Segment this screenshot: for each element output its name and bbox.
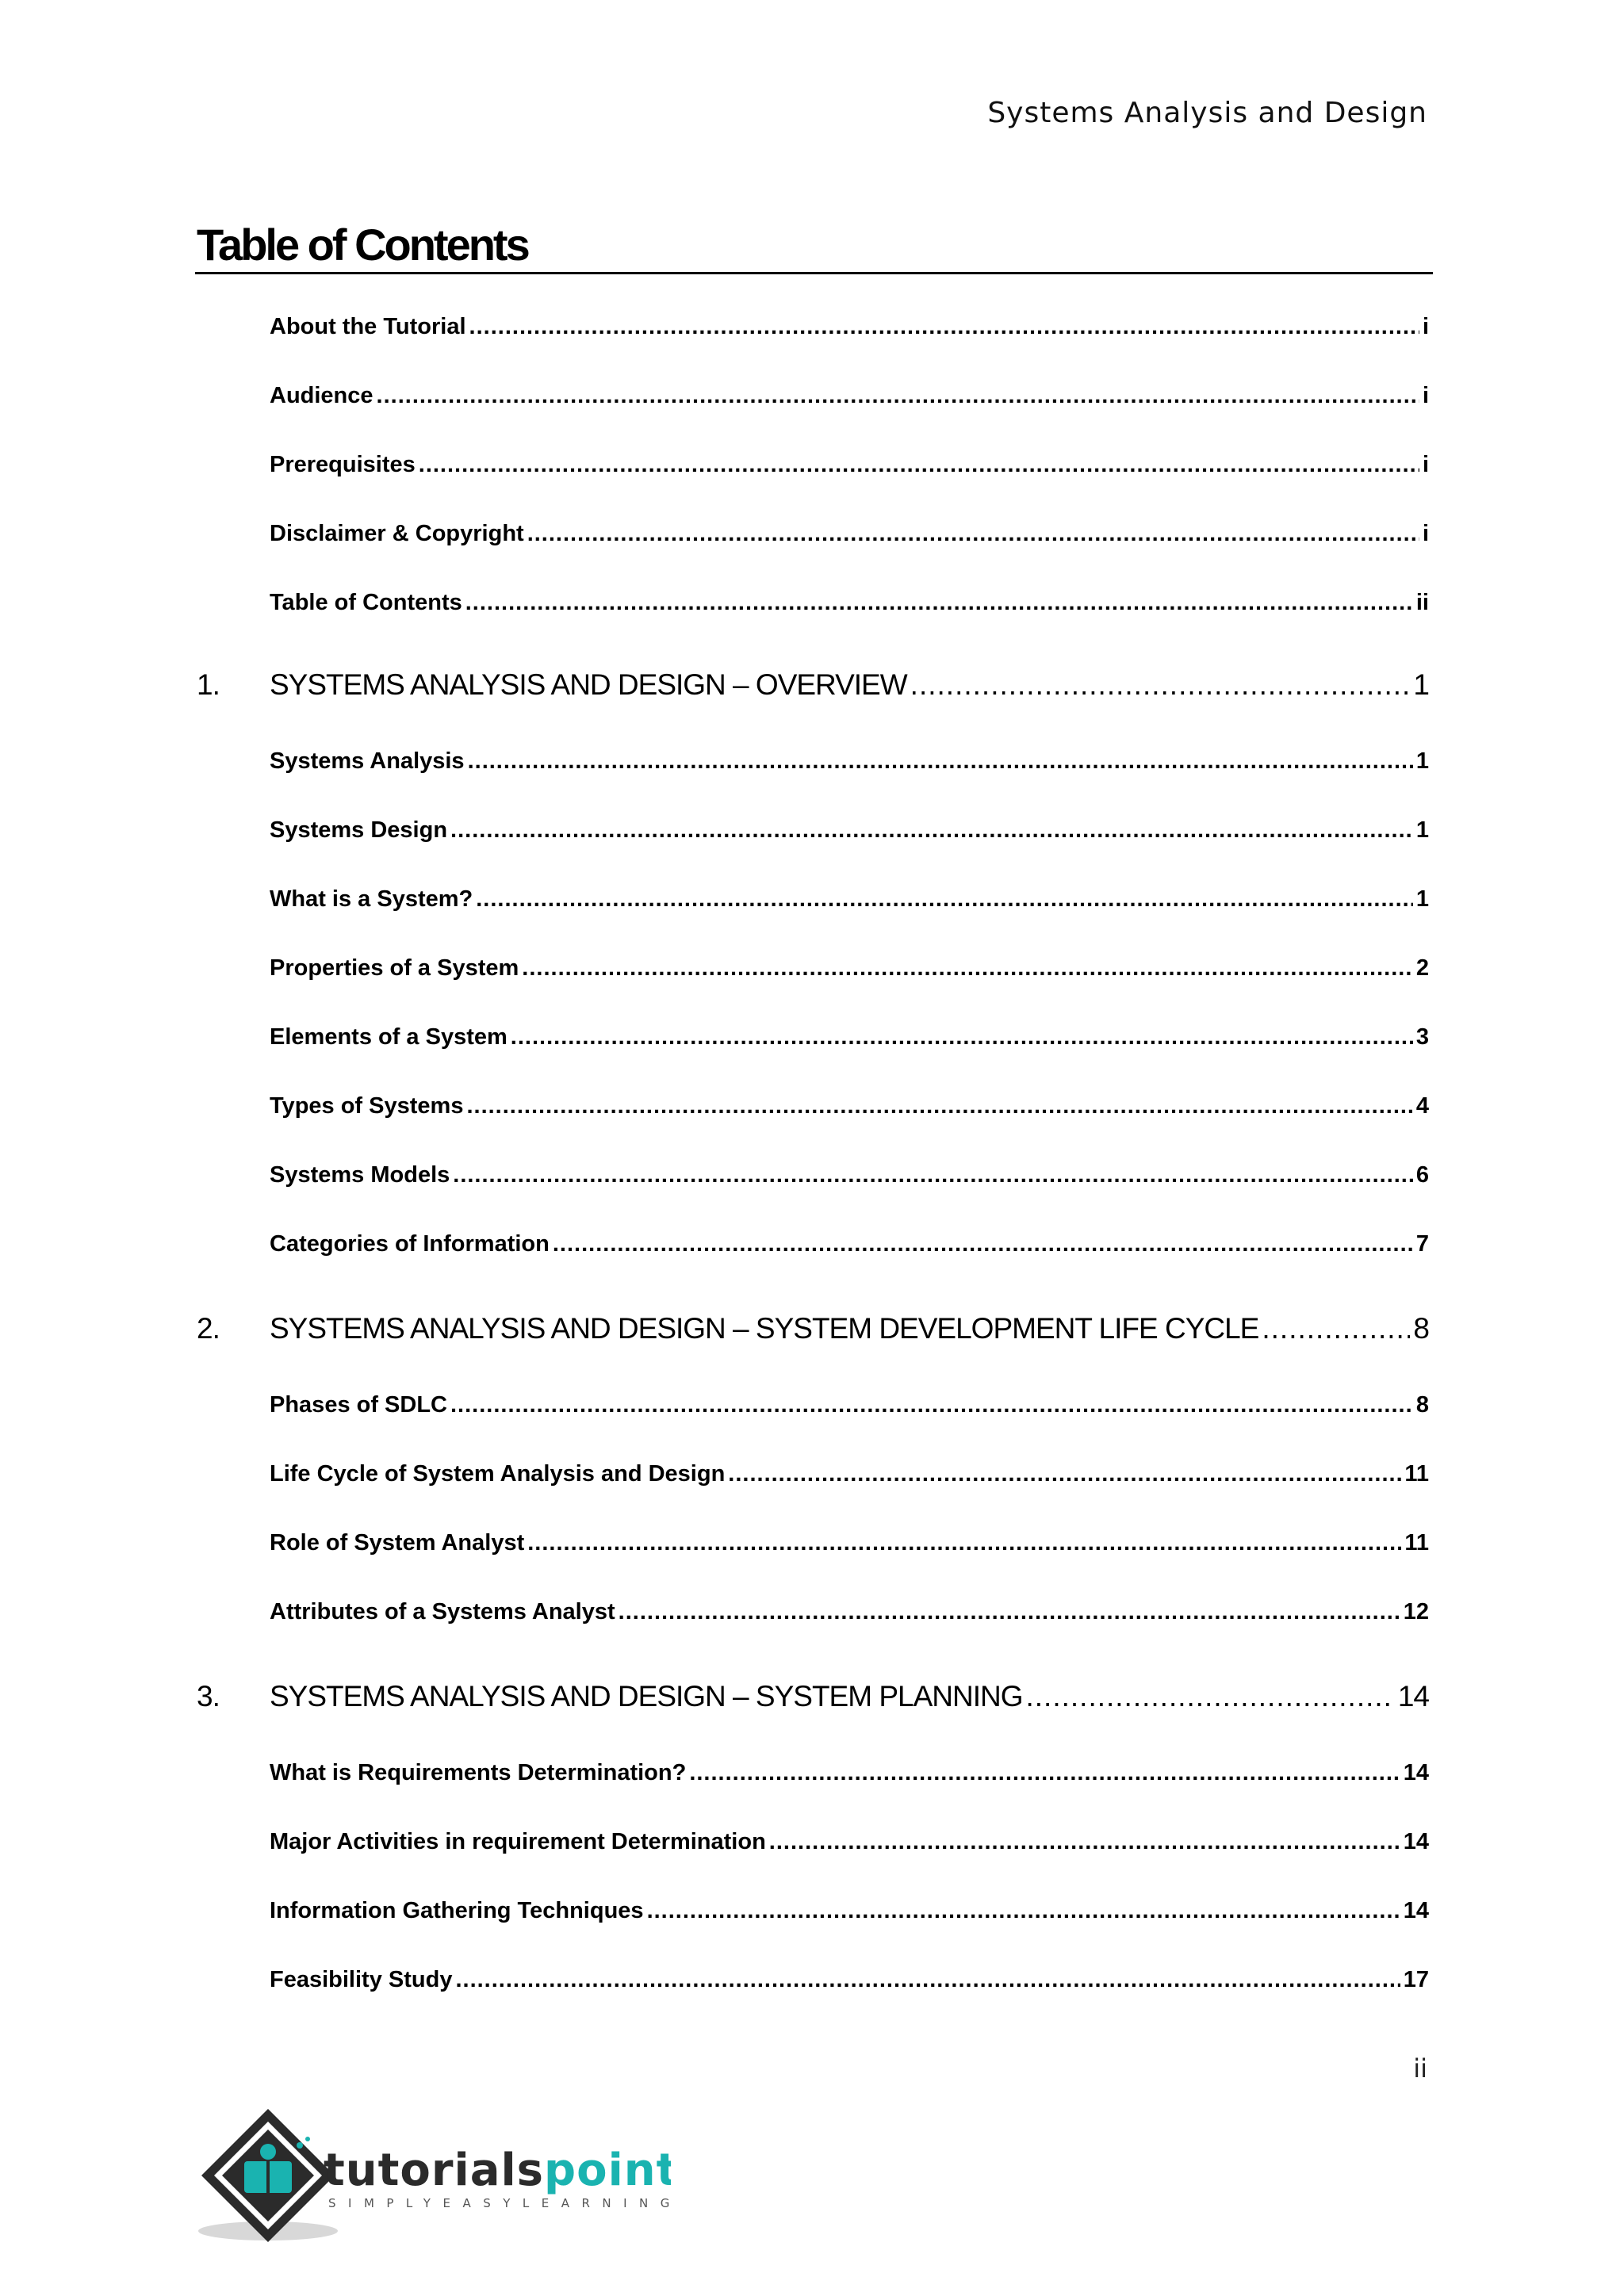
toc-entry-page: 14: [1403, 1898, 1429, 1923]
page-number: ii: [1413, 2053, 1427, 2084]
chapter-page: 1: [1413, 668, 1429, 701]
dot-leader: [466, 1093, 1412, 1119]
toc-entry-page: 11: [1404, 1530, 1429, 1556]
toc-entry-label: Life Cycle of System Analysis and Design: [270, 1461, 726, 1487]
dot-leader: [527, 1530, 1401, 1556]
toc-entry-page: i: [1422, 452, 1429, 477]
toc-entry-page: 17: [1403, 1967, 1429, 1992]
toc-entry-label: Systems Design: [270, 817, 448, 843]
toc-chapter[interactable]: [197, 668, 1429, 702]
dot-leader: [468, 748, 1413, 775]
toc-entry-label: Elements of a System: [270, 1024, 508, 1050]
toc-entry-label: Audience: [270, 383, 373, 408]
toc-entry-page: 6: [1415, 1162, 1429, 1188]
chapter-number: 1.: [197, 668, 220, 701]
toc-entry[interactable]: [197, 1530, 1429, 1556]
heading-rule: [195, 272, 1433, 274]
toc-entry-page: 7: [1415, 1231, 1429, 1257]
toc-entry[interactable]: [197, 1967, 1429, 1993]
toc-entry-label: Disclaimer & Copyright: [270, 521, 524, 546]
toc-entry-page: 3: [1415, 1024, 1429, 1050]
toc-entry[interactable]: [197, 452, 1429, 478]
dot-leader: [455, 1967, 1400, 1993]
toc-entry[interactable]: [197, 1829, 1429, 1855]
toc-entry-page: 1: [1415, 817, 1429, 843]
dot-leader: [910, 668, 1411, 702]
toc-entry[interactable]: [197, 1392, 1429, 1418]
toc-entry[interactable]: [197, 1024, 1429, 1050]
toc-entry-label: What is a System?: [270, 886, 473, 912]
toc-entry-label: About the Tutorial: [270, 314, 466, 339]
toc-entry-label: Information Gathering Techniques: [270, 1898, 644, 1923]
dot-leader: [465, 590, 1413, 616]
dot-leader: [522, 955, 1413, 982]
logo-tagline: SIMPLYEASYLEARNING: [328, 2196, 671, 2210]
dot-leader: [453, 1162, 1413, 1188]
toc-entry[interactable]: [197, 1461, 1429, 1487]
running-header: Systems Analysis and Design: [987, 97, 1427, 129]
dot-leader: [450, 817, 1413, 844]
chapter-page: 8: [1413, 1312, 1429, 1345]
person-icon: [260, 2144, 276, 2160]
toc-entry-page: 8: [1415, 1392, 1429, 1418]
toc-chapter[interactable]: [197, 1680, 1429, 1713]
toc-entry[interactable]: [197, 1599, 1429, 1625]
chapter-number: 3.: [197, 1680, 220, 1712]
chapter-number: 2.: [197, 1312, 220, 1345]
toc-entry-page: 4: [1415, 1093, 1429, 1119]
toc-heading: Table of Contents: [197, 220, 528, 270]
dot-leader: [553, 1231, 1413, 1257]
toc-entry-page: 1: [1415, 748, 1429, 774]
toc-entry-label: Table of Contents: [270, 590, 462, 615]
toc-entry-page: 12: [1403, 1599, 1429, 1624]
dot-leader: [469, 314, 1419, 340]
toc-entry-label: Feasibility Study: [270, 1967, 453, 1992]
dot-leader: [1262, 1312, 1410, 1345]
dot-leader: [450, 1392, 1413, 1418]
toc-entry-page: 2: [1415, 955, 1429, 981]
toc-entry-page: i: [1422, 521, 1429, 546]
toc-entry-label: Systems Models: [270, 1162, 450, 1188]
toc-entry-label: Phases of SDLC: [270, 1392, 447, 1418]
toc-entry[interactable]: [197, 383, 1429, 409]
toc-entry-label: What is Requirements Determination?: [270, 1760, 687, 1785]
toc-entry[interactable]: [197, 748, 1429, 775]
dot-leader: [619, 1599, 1400, 1625]
toc-entry-label: Major Activities in requirement Determination: [270, 1829, 766, 1854]
dot-leader: [689, 1760, 1400, 1786]
svg-text:tutorialspoint: [324, 2145, 671, 2196]
logo-wordmark-accent: point: [544, 2145, 671, 2196]
toc-entry-label: Role of System Analyst: [270, 1530, 525, 1556]
dot-leader: [1025, 1680, 1394, 1713]
toc-entry-label: Properties of a System: [270, 955, 519, 981]
toc-entry-page: i: [1422, 314, 1429, 339]
toc-entry-page: i: [1422, 383, 1429, 408]
chapter-page: 14: [1397, 1680, 1429, 1712]
dot-leader: [511, 1024, 1413, 1050]
toc-entry-page: 11: [1404, 1461, 1429, 1487]
dot-leader: [647, 1898, 1400, 1924]
toc-entry[interactable]: [197, 1898, 1429, 1924]
toc-entry[interactable]: [197, 955, 1429, 982]
dot-leader: [377, 383, 1419, 409]
toc-entry[interactable]: [197, 886, 1429, 913]
dot-leader: [527, 521, 1419, 547]
toc-entry-label: Categories of Information: [270, 1231, 550, 1257]
toc-entry[interactable]: [197, 590, 1429, 616]
toc-entry-label: Systems Analysis: [270, 748, 465, 774]
toc-entry-label: Types of Systems: [270, 1093, 464, 1119]
dot-leader: [769, 1829, 1400, 1855]
toc-entry-page: 1: [1415, 886, 1429, 912]
toc-entry[interactable]: [197, 1162, 1429, 1188]
logo-wordmark-primary: tutorials: [324, 2145, 545, 2196]
toc-entry[interactable]: [197, 1760, 1429, 1786]
toc-entry[interactable]: [197, 817, 1429, 844]
toc-entry[interactable]: [197, 1231, 1429, 1257]
toc-entry[interactable]: [197, 521, 1429, 547]
dot-leader: [476, 886, 1413, 913]
chapter-title: SYSTEMS ANALYSIS AND DESIGN – OVERVIEW: [270, 668, 907, 701]
chapter-title: SYSTEMS ANALYSIS AND DESIGN – SYSTEM PLANNING: [270, 1680, 1023, 1712]
tutorialspoint-logo: [195, 2106, 671, 2248]
toc-entry[interactable]: [197, 1093, 1429, 1119]
dot-leader: [728, 1461, 1401, 1487]
toc-entry-page: 14: [1403, 1829, 1429, 1854]
toc-entry[interactable]: [197, 314, 1429, 340]
toc-chapter[interactable]: [197, 1312, 1429, 1345]
dot-leader: [419, 452, 1419, 478]
toc-entry-page: 14: [1403, 1760, 1429, 1785]
toc-entry-label: Attributes of a Systems Analyst: [270, 1599, 615, 1624]
toc-entry-page: ii: [1415, 590, 1429, 615]
chapter-title: SYSTEMS ANALYSIS AND DESIGN – SYSTEM DEVELOPMENT LIFE CYCLE: [270, 1312, 1259, 1345]
toc-entry-label: Prerequisites: [270, 452, 416, 477]
